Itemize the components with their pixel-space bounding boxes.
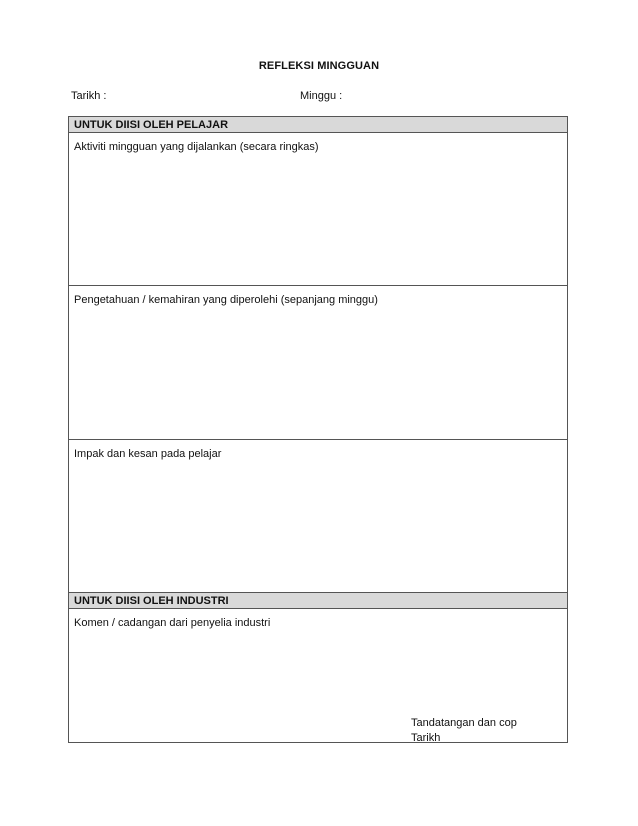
impact-label: Impak dan kesan pada pelajar (74, 448, 222, 460)
activities-cell[interactable] (69, 133, 567, 286)
knowledge-cell[interactable] (69, 286, 567, 440)
supervisor-comment-cell[interactable] (69, 609, 567, 742)
signature-date-label: Tarikh (411, 732, 441, 744)
signature-block (411, 716, 517, 746)
industry-section-header: UNTUK DIISI OLEH INDUSTRI (69, 593, 567, 609)
knowledge-label: Pengetahuan / kemahiran yang diperolehi (sepanjang minggu) (74, 294, 378, 306)
page-title: REFLEKSI MINGGUAN (258, 60, 380, 72)
minggu-label: Minggu : (300, 90, 343, 102)
activities-label: Aktiviti mingguan yang dijalankan (secara ringkas) (74, 141, 319, 153)
supervisor-comment-label: Komen / cadangan dari penyelia industri (74, 617, 271, 629)
student-section-header: UNTUK DIISI OLEH PELAJAR (69, 117, 567, 133)
reflection-form-table (68, 116, 568, 743)
impact-cell[interactable] (69, 440, 567, 593)
signature-label: Tandatangan dan cop (411, 717, 517, 729)
tarikh-label: Tarikh : (71, 90, 107, 102)
